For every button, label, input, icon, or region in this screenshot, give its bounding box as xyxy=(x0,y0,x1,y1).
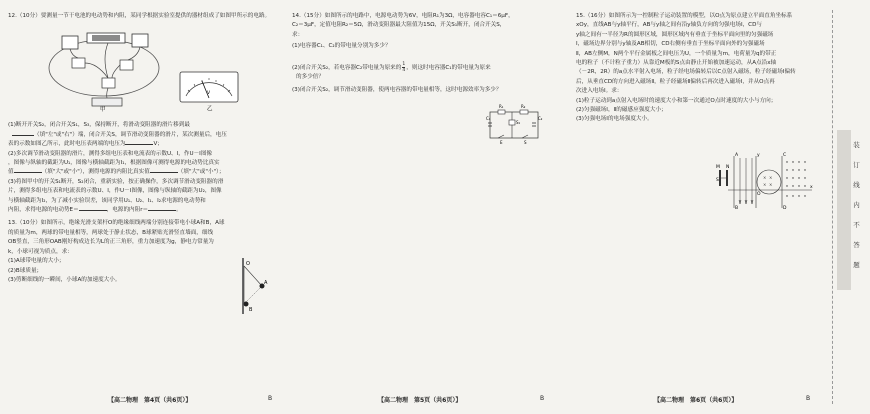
q12-blank-6[interactable] xyxy=(148,210,176,211)
svg-text:×: × xyxy=(769,175,773,180)
q14-label-r1: R₁ xyxy=(499,104,504,109)
q13-stem: 13.（10分）如图所示，绝缘光滑支架杆O的绝缘细线两端分别连接带电小球A和B，A球 xyxy=(8,220,225,227)
q12-part2-c-end: （填"大"或"小"）； xyxy=(177,169,225,176)
q13-line2: 的质量为m，两球的带电量相等，两球处于静止状态，B球紧贴光滑竖直墙面，细线 xyxy=(8,229,214,236)
q14-label-c1: C₁ xyxy=(486,116,491,121)
q14-ask2-end: ，则这时电容器C₁的带电量为原来 xyxy=(406,64,491,71)
q12-part2: (2)多次调节滑动变阻器的滑片，测得多组电压表和电流表的示数U、I，作U－I图像 xyxy=(8,150,213,157)
q15-ask2: (2)匀强磁场Ⅰ，Ⅱ的磁感应强度大小； xyxy=(576,107,667,114)
q15-label-b: B xyxy=(735,206,739,210)
q13-line4: k，小球可视为质点，求： xyxy=(8,248,73,255)
q14-frac-num: 1 xyxy=(402,61,406,67)
q14-frac-den: 4 xyxy=(402,67,406,73)
q15-label-m: M xyxy=(716,165,720,170)
fig-yi-label: 乙 xyxy=(207,106,213,112)
q15-label-d: D xyxy=(783,206,787,210)
fig-jia-label: 甲 xyxy=(100,107,106,112)
q15-line6: 电的粒子（不计粒子重力）从靠近M板的S点由静止开始被加速运动，从A点沿x轴 xyxy=(576,60,777,67)
q13-ask2: (2)B球质量； xyxy=(8,267,43,274)
q15-label-n: N xyxy=(726,165,730,170)
q14-label-s: S xyxy=(524,140,527,145)
q15-label-s: S xyxy=(716,178,719,183)
q12-part3: (3)将图甲中的开关S₁断开，S₂闭合，重新实验，按正确操作，多次调节滑动变阻器的滑 xyxy=(8,178,224,185)
q12-stem: 12.（10分）要测量一节干电池的电动势和内阻，某同学根据实验室提供的器材组成了如图甲所示的电路。 xyxy=(8,13,271,19)
q12-part3-d-end: 。 xyxy=(176,207,182,214)
q14-ask3: (3)闭合开关S₂，调节滑动变阻器，使两电容器的带电量相等，这时电源效率为多少？ xyxy=(292,87,502,94)
q13-line3: OB竖直，三角形OAB刚好构成边长为L的正三角形，重力加速度为g，静电力常量为 xyxy=(8,239,214,246)
q12-circuit-figure xyxy=(42,28,167,112)
q12-part1-c: 表的示数如图乙所示，此时电压表两端的电压为 xyxy=(8,141,126,148)
q15-ask1: (1)粒子运动到a点射入电场时的速度大小和第一次通过O点时速度的大小与方向； xyxy=(576,97,777,104)
q15-label-c: C xyxy=(783,153,787,158)
q15-ask3: (3)匀强电场Ⅰ的电场强度大小。 xyxy=(576,116,653,123)
q15-line3: y轴之间有一半径为R的圆形区域，圆形区域内有垂直于坐标平面向里的匀强磁场 xyxy=(576,31,774,38)
q15-line2: xOy，直线AB与y轴平行，AB与y轴之间有沿y轴负方向的匀强电场Ⅰ，CD与 xyxy=(576,22,762,29)
binding-gray-band xyxy=(837,130,851,290)
q12-blank-5[interactable] xyxy=(79,210,107,211)
svg-text:×: × xyxy=(763,182,767,187)
q14-line2: C₂＝3μF，定值电阻R₂＝5Ω，滑动变阻器最大阻值为15Ω，开关S₁断开，闭合开关S， xyxy=(292,22,506,29)
q15-line8: 后，从垂直CD的方向进入磁场Ⅱ，粒子经磁场Ⅱ偏转后再次进入磁场Ⅰ，并从O点再 xyxy=(576,78,775,85)
q15-line9: 次进入电场Ⅰ。求： xyxy=(576,88,623,95)
q15-label-a: A xyxy=(735,153,739,158)
q14-ask1: (1)电容器C₁、C₂的带电量分别为多少？ xyxy=(292,43,391,50)
q12-part3-b: 片，测得多组电压表和电流表的示数U、I，作U－I图像，图像与纵轴的截距为U₂，图像 xyxy=(8,188,222,195)
q15-label-y: y xyxy=(757,153,760,158)
q12-part1: (1)断开开关S₂，闭合开关S₁，S₃，保持断开，将滑动变阻器的滑片移到最 xyxy=(8,122,190,129)
q14-ask2-b: 的多少倍？ xyxy=(296,74,324,81)
footer-version-5: B xyxy=(540,395,545,402)
q12-part2-c: 值 xyxy=(8,169,14,176)
q14-circuit-figure xyxy=(484,104,544,146)
q15-line7: （－2R，2R）的a点水平射入电场，粒子经电场偏转后以C点射入磁场，粒子经磁场Ⅰ偏转 xyxy=(576,69,796,76)
footer-page-5: 【高二物理 第5页（共6页）】 xyxy=(378,397,462,404)
q12-part3-c: 与横轴截距为I₂，为了减小实验误差，该同学用U₁、U₂、I₁、I₂求电源的电动势和 xyxy=(8,197,206,204)
footer-version-6: B xyxy=(806,395,811,402)
q13-label-b: B xyxy=(249,307,253,313)
binding-label-1: 装 xyxy=(853,141,860,149)
q14-label-c2: C₂ xyxy=(538,116,543,121)
q14-ask2: (2)闭合开关S₂，若电容器C₂带电量为原来的 xyxy=(292,64,402,71)
q12-voltmeter-figure xyxy=(178,70,240,112)
q12-blank-2[interactable] xyxy=(125,144,153,145)
q14-label-e: E xyxy=(500,140,503,145)
footer-page-4: 【高二物理 第4页（共6页）】 xyxy=(108,397,192,404)
binding-label-5: 不 xyxy=(853,221,860,229)
q12-part2-c-mid: （填"大"或"小"），测得电源的内阻比真实值 xyxy=(41,169,150,176)
q13-label-o: O xyxy=(246,261,250,267)
footer-page-6: 【高二物理 第6页（共6页）】 xyxy=(654,397,738,404)
q13-ask1: (1)A球带电量的大小； xyxy=(8,258,65,265)
q15-line4: Ⅰ，磁场边界分别与y轴及AB相切，CD右侧有垂直于坐标平面向外的匀强磁场 xyxy=(576,41,765,48)
binding-label-3: 线 xyxy=(853,181,860,189)
footer-version-4: B xyxy=(268,395,273,402)
q15-label-o: O xyxy=(757,192,761,197)
q13-label-a: A xyxy=(264,280,268,286)
q14-stem: 14.（15分）如图所示的电路中，电源电动势为6V，电阻R₁为3Ω，电容器电容C₁＝6μF， xyxy=(292,13,514,19)
q13-ask3: (3)剪断细线的一瞬间，小球A的加速度大小。 xyxy=(8,276,121,283)
binding-strip xyxy=(822,0,870,414)
binding-label-2: 订 xyxy=(853,161,860,169)
svg-text:×: × xyxy=(763,175,767,180)
q15-stem: 15.（16分）如图所示为一控制粒子运动装置的模型，以O点为原点建立平面直角坐标系 xyxy=(576,13,793,19)
q12-blank-1[interactable] xyxy=(12,135,34,136)
q14-label-r2: R₂ xyxy=(521,104,526,109)
meter-unit-label: V xyxy=(207,91,211,96)
binding-label-7: 题 xyxy=(853,261,860,269)
q13-balls-figure xyxy=(226,256,270,316)
page-5-column xyxy=(292,12,562,387)
q12-part3-d: 内阻，求得电源的电动势E＝ xyxy=(8,207,79,214)
binding-dashed-line xyxy=(832,10,833,404)
q14-line3: 求： xyxy=(292,31,304,38)
q12-part1-b: （填"左"或"右"）端，闭合开关S，调节滑动变阻器的滑片，某次测量后，电压 xyxy=(34,131,227,138)
svg-text:×: × xyxy=(769,182,773,187)
q12-part3-d-mid: ，电源的内阻r＝ xyxy=(106,207,149,214)
binding-label-6: 答 xyxy=(853,241,860,249)
q15-label-x: x xyxy=(810,185,813,190)
q12-blank-4[interactable] xyxy=(150,172,178,173)
q12-blank-3[interactable] xyxy=(14,172,42,173)
q14-label-s1: S₁ xyxy=(516,120,521,125)
binding-label-4: 内 xyxy=(853,201,860,209)
q15-line5: Ⅱ，AB左侧M，N两个平行金属板之间电压为U，一个质量为m，电荷量为q的带正 xyxy=(576,50,777,57)
q12-part1-c-end: V； xyxy=(153,141,163,148)
q12-part2-b: ，图像与纵轴的截距为U₁，图像与横轴截距为I₁，根据图像可测得电源的电动势比真实 xyxy=(8,160,220,167)
q15-field-figure xyxy=(716,152,816,210)
